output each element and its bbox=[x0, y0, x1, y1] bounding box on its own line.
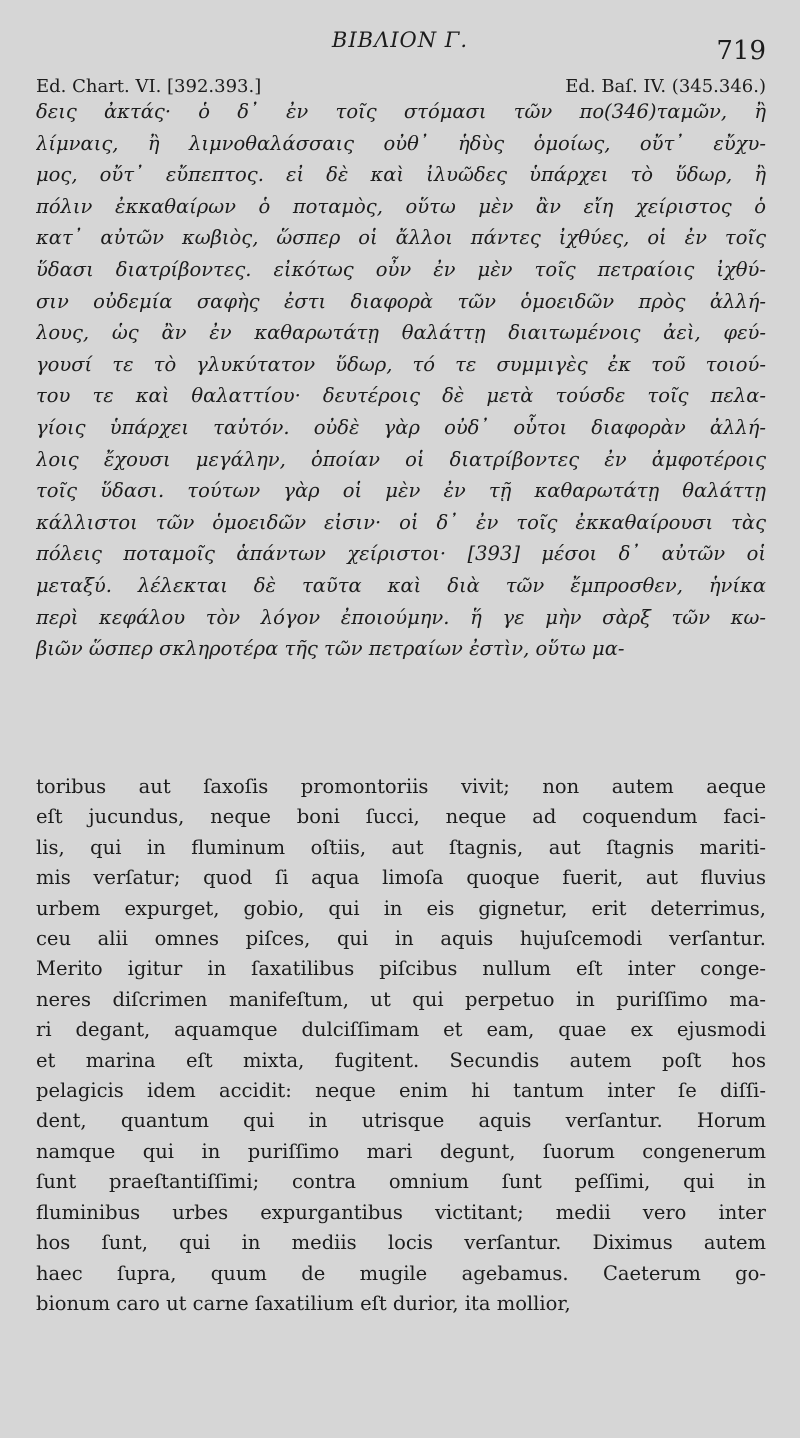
greek-text-line: κάλλιστοι τῶν ὁμοειδῶν εἰσιν· οἱ δ᾽ ἐν τοῖς ἐκκαθαίρουσι τὰς bbox=[36, 510, 766, 534]
greek-text-line: του τε καὶ θαλαττίου· δευτέροις δὲ μετὰ τούσδε τοῖς πελα- bbox=[36, 384, 766, 408]
greek-text-line: μος, οὔτ᾽ εὔπεπτος. εἰ δὲ καὶ ἰλυῶδες ὑπάρχει τὸ ὕδωρ, ἢ bbox=[36, 163, 766, 187]
greek-text-line: ὕδασι διατρίβοντες. εἰκότως οὖν ἐν μὲν τοῖς πετραίοις ἰχθύ- bbox=[36, 257, 766, 281]
greek-text-line: πόλεις ποταμοῖς ἁπάντων χείριστοι· [393] μέσοι δ᾽ αὐτῶν οἱ bbox=[36, 542, 766, 566]
latin-text-line: namque qui in puriſſimo mari degunt, ſuorum congenerum bbox=[36, 1139, 766, 1163]
latin-text-line: Merito igitur in ſaxatilibus piſcibus nullum eſt inter conge- bbox=[36, 957, 766, 981]
latin-text-line: bionum caro ut carne ſaxatilium eſt durior, ita mollior, bbox=[36, 1291, 571, 1315]
greek-text-line: βιῶν ὥσπερ σκληροτέρα τῆς τῶν πετραίων ἐστὶν, οὕτω μα- bbox=[36, 637, 625, 661]
latin-text-line: haec ſupra, quum de mugile agebamus. Caeterum go- bbox=[36, 1261, 766, 1285]
greek-text-line: περὶ κεφάλου τὸν λόγον ἐποιούμην. ἥ γε μὴν σὰρξ τῶν κω- bbox=[36, 605, 766, 629]
latin-text-line: neres diſcrimen manifeſtum, ut qui perpetuo in puriſſimo ma- bbox=[36, 987, 766, 1011]
latin-text-line: lis, qui in fluminum oſtiis, aut ſtagnis, aut ſtagnis mariti- bbox=[36, 835, 766, 859]
greek-text-line: δεις ἀκτάς· ὁ δ᾽ ἐν τοῖς στόμασι τῶν πο(346)ταμῶν, ἢ bbox=[36, 100, 766, 123]
edition-chartier: Ed. Chart. VI. [392.393.] bbox=[36, 76, 262, 97]
latin-text-line: ri degant, aquamque dulciſſimam et eam, quae ex ejusmodi bbox=[36, 1018, 766, 1042]
greek-text-line: γουσί τε τὸ γλυκύτατον ὕδωρ, τό τε συμμιγὲς ἐκ τοῦ τοιού- bbox=[36, 352, 766, 376]
edition-basel: Ed. Baſ. IV. (345.346.) bbox=[565, 76, 766, 97]
greek-text-block bbox=[36, 96, 766, 665]
latin-text-line: ſunt praeſtantiſſimi; contra omnium ſunt peſſimi, qui in bbox=[36, 1170, 766, 1194]
greek-text-line: γίοις ὑπάρχει ταὐτόν. οὐδὲ γὰρ οὐδ᾽ οὗτοι διαφορὰν ἀλλή- bbox=[36, 415, 766, 439]
edition-line bbox=[36, 76, 766, 97]
greek-text-line: λοις ἔχουσι μεγάλην, ὁποίαν οἱ διατρίβοντες ἐν ἀμφοτέροις bbox=[36, 447, 766, 471]
greek-text-line: λίμναις, ἢ λιμνοθαλάσσαις οὐθ᾽ ἡδὺς ὁμοίως, οὔτ᾽ εὔχυ- bbox=[36, 131, 766, 155]
latin-text-line: pelagicis idem accidit: neque enim hi tantum inter ſe diſſi- bbox=[36, 1079, 766, 1103]
latin-text-line: urbem expurget, gobio, qui in eis gignetur, erit deterrimus, bbox=[36, 896, 766, 920]
latin-text-block bbox=[36, 772, 766, 1319]
latin-text-line: mis verſatur; quod ſi aqua limoſa quoque fuerit, aut fluvius bbox=[36, 866, 766, 890]
latin-text-line: eſt jucundus, neque boni ſucci, neque ad coquendum faci- bbox=[36, 805, 766, 829]
latin-text-line: dent, quantum qui in utrisque aquis verſantur. Horum bbox=[36, 1109, 766, 1133]
greek-text-line: μεταξύ. λέλεκται δὲ ταῦτα καὶ διὰ τῶν ἔμπροσθεν, ἡνίκα bbox=[36, 573, 766, 597]
greek-text-line: σιν οὐδεμία σαφὴς ἐστι διαφορὰ τῶν ὁμοειδῶν πρὸς ἀλλή- bbox=[36, 289, 766, 313]
latin-text-line: toribus aut ſaxoſis promontoriis vivit; non autem aeque bbox=[36, 775, 766, 798]
latin-text-line: hos ſunt, qui in mediis locis verſantur. Diximus autem bbox=[36, 1231, 766, 1255]
latin-text-line: fluminibus urbes expurgantibus victitant; medii vero inter bbox=[36, 1200, 766, 1224]
latin-text-line: ceu alii omnes piſces, qui in aquis hujuſcemodi verſantur. bbox=[36, 927, 766, 951]
greek-text-line: τοῖς ὕδασι. τούτων γὰρ οἱ μὲν ἐν τῇ καθαρωτάτῃ θαλάττῃ bbox=[36, 479, 766, 503]
latin-text-line: et marina eſt mixta, fugitent. Secundis autem poſt hos bbox=[36, 1048, 766, 1072]
greek-text-line: κατ᾽ αὐτῶν κωβιὸς, ὥσπερ οἱ ἄλλοι πάντες ἰχθύες, οἱ ἐν τοῖς bbox=[36, 226, 766, 250]
running-head: ΒΙΒΛΙΟΝ Γ. bbox=[331, 28, 469, 52]
greek-text-line: πόλιν ἐκκαθαίρων ὁ ποταμὸς, οὕτω μὲν ἂν εἴη χείριστος ὁ bbox=[36, 194, 766, 218]
greek-text-line: λους, ὡς ἂν ἐν καθαρωτάτῃ θαλάττῃ διαιτωμένοις ἀεὶ, φεύ- bbox=[36, 321, 766, 345]
page-number: 719 bbox=[716, 36, 766, 66]
